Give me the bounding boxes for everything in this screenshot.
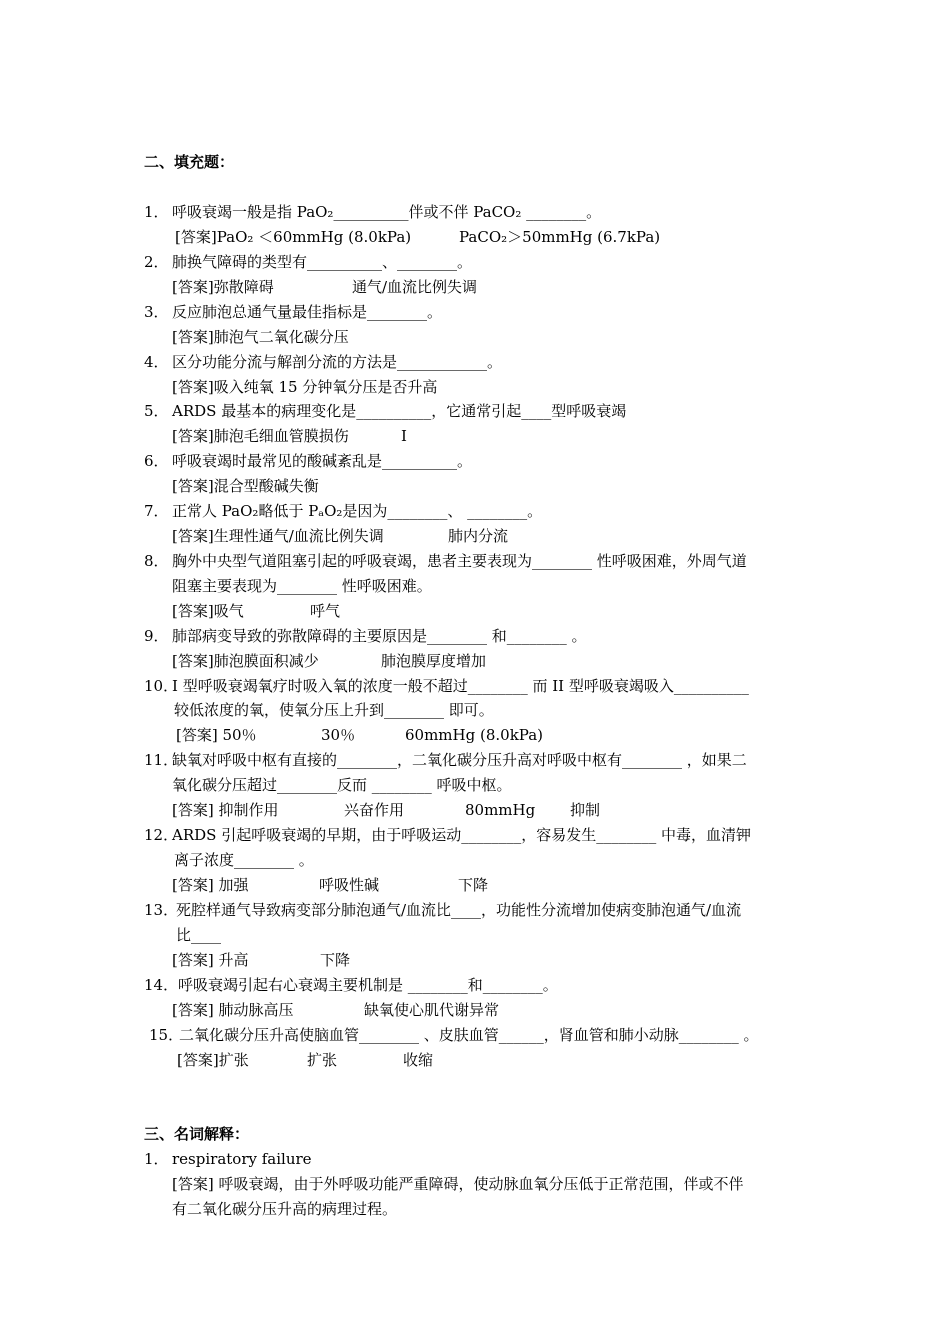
answer-text: [答案]PaO₂ ＜60mmHg (8.0kPa): [175, 228, 412, 246]
answer-text: 80mmHg: [465, 801, 536, 819]
answer-text: [答案]肺泡毛细血管膜损伤: [172, 427, 349, 445]
question-number: 12．: [144, 826, 179, 844]
answer-text: [答案]吸入纯氧 15 分钟氧分压是否升高: [172, 378, 438, 396]
answer-text: [答案] 升高: [172, 951, 249, 969]
answer-text: [答案] 加强: [172, 876, 249, 894]
question-number: 1．: [144, 203, 169, 221]
question-text: 呼吸衰竭时最常见的酸碱紊乱是__________。: [172, 452, 473, 470]
question-text: 肺部病变导致的弥散障碍的主要原因是________ 和________ 。: [172, 627, 587, 645]
answer-text: [答案] 抑制作用: [172, 801, 279, 819]
question-number: 3．: [144, 303, 169, 321]
answer-text: 60mmHg (8.0kPa): [405, 726, 543, 744]
question-number: 6．: [144, 452, 169, 470]
answer-text: [答案]扩张: [177, 1051, 249, 1069]
question-number: 13．: [144, 901, 179, 919]
question-text: 比____: [176, 926, 222, 944]
answer-text: [答案]混合型酸碱失衡: [172, 477, 319, 495]
answer-text: 缺氧使心肌代谢异常: [364, 1001, 500, 1019]
answer-text: I: [401, 427, 407, 445]
question-number: 2．: [144, 253, 169, 271]
question-number: 8．: [144, 552, 169, 570]
question-text: ARDS 引起呼吸衰竭的早期，由于呼吸运动________，容易发生________ 中毒，血清钾: [172, 826, 751, 844]
term-number: 1．: [144, 1150, 169, 1168]
answer-text: [答案]弥散障碍: [172, 278, 274, 296]
answer-text: 通气/血流比例失调: [352, 278, 478, 296]
answer-text: [答案]吸气: [172, 602, 244, 620]
answer-text: 下降: [320, 951, 351, 969]
question-text: 胸外中央型气道阻塞引起的呼吸衰竭，患者主要表现为________ 性呼吸困难，外周气道: [172, 552, 747, 570]
answer-text: 收缩: [403, 1051, 434, 1069]
question-text: 二氧化碳分压升高使脑血管________ 、皮肤血管______，肾血管和肺小动脉________ 。: [179, 1026, 759, 1044]
answer-text: 肺泡膜厚度增加: [381, 652, 487, 670]
question-number: 5．: [144, 402, 169, 420]
question-text: 呼吸衰竭一般是指 PaO₂__________伴或不伴 PaCO₂ ________。: [172, 203, 602, 221]
question-text: 正常人 PaO₂略低于 PₐO₂是因为________、 ________。: [172, 502, 543, 520]
answer-text: PaCO₂＞50mmHg (6.7kPa): [459, 228, 661, 246]
answer-text: 肺内分流: [448, 527, 509, 545]
question-text: 肺换气障碍的类型有__________、________。: [172, 253, 473, 271]
definition-text: 有二氧化碳分压升高的病理过程。: [172, 1200, 398, 1218]
definition-text: [答案] 呼吸衰竭，由于外呼吸功能严重障碍，使动脉血氧分压低于正常范围，伴或不伴: [172, 1175, 744, 1193]
question-text: 缺氧对呼吸中枢有直接的________，二氧化碳分压升高对呼吸中枢有________ ，如果二: [172, 751, 747, 769]
question-text: 较低浓度的氧，使氧分压上升到________ 即可。: [174, 701, 494, 719]
answer-text: 扩张: [307, 1051, 338, 1069]
answer-text: 下降: [458, 876, 489, 894]
answer-text: [答案]肺泡膜面积减少: [172, 652, 319, 670]
question-number: 15．: [149, 1026, 184, 1044]
term-text: respiratory failure: [172, 1150, 312, 1168]
answer-text: [答案] 肺动脉高压: [172, 1001, 294, 1019]
question-text: 阻塞主要表现为________ 性呼吸困难。: [172, 577, 432, 595]
answer-text: [答案] 50％: [176, 726, 257, 744]
question-number: 9．: [144, 627, 169, 645]
question-text: 氧化碳分压超过________反而 ________ 呼吸中枢。: [172, 776, 512, 794]
question-text: 离子浓度________ 。: [174, 851, 314, 869]
question-number: 7．: [144, 502, 169, 520]
answer-text: 兴奋作用: [344, 801, 405, 819]
question-text: 死腔样通气导致病变部分肺泡通气/血流比____，功能性分流增加使病变肺泡通气/血流: [176, 901, 742, 919]
answer-text: 抑制: [570, 801, 601, 819]
answer-text: 呼气: [310, 602, 341, 620]
question-text: ARDS 最基本的病理变化是__________，它通常引起____型呼吸衰竭: [172, 402, 627, 420]
answer-text: 呼吸性碱: [319, 876, 380, 894]
answer-text: [答案]肺泡气二氧化碳分压: [172, 328, 349, 346]
question-text: 呼吸衰竭引起右心衰竭主要机制是 ________和________。: [178, 976, 558, 994]
question-text: I 型呼吸衰竭氧疗时吸入氧的浓度一般不超过________ 而 II 型呼吸衰竭吸入__________: [172, 677, 749, 695]
answer-text: [答案]生理性通气/血流比例失调: [172, 527, 384, 545]
question-text: 区分功能分流与解剖分流的方法是____________。: [172, 353, 503, 371]
question-number: 4．: [144, 353, 169, 371]
question-number: 10．: [144, 677, 179, 695]
question-text: 反应肺泡总通气量最佳指标是________。: [172, 303, 443, 321]
question-number: 14．: [144, 976, 179, 994]
section-3-title: 三、名词解释：: [144, 1125, 250, 1143]
question-number: 11．: [144, 751, 179, 769]
answer-text: 30％: [321, 726, 356, 744]
section-2-title: 二、填充题：: [144, 153, 235, 171]
